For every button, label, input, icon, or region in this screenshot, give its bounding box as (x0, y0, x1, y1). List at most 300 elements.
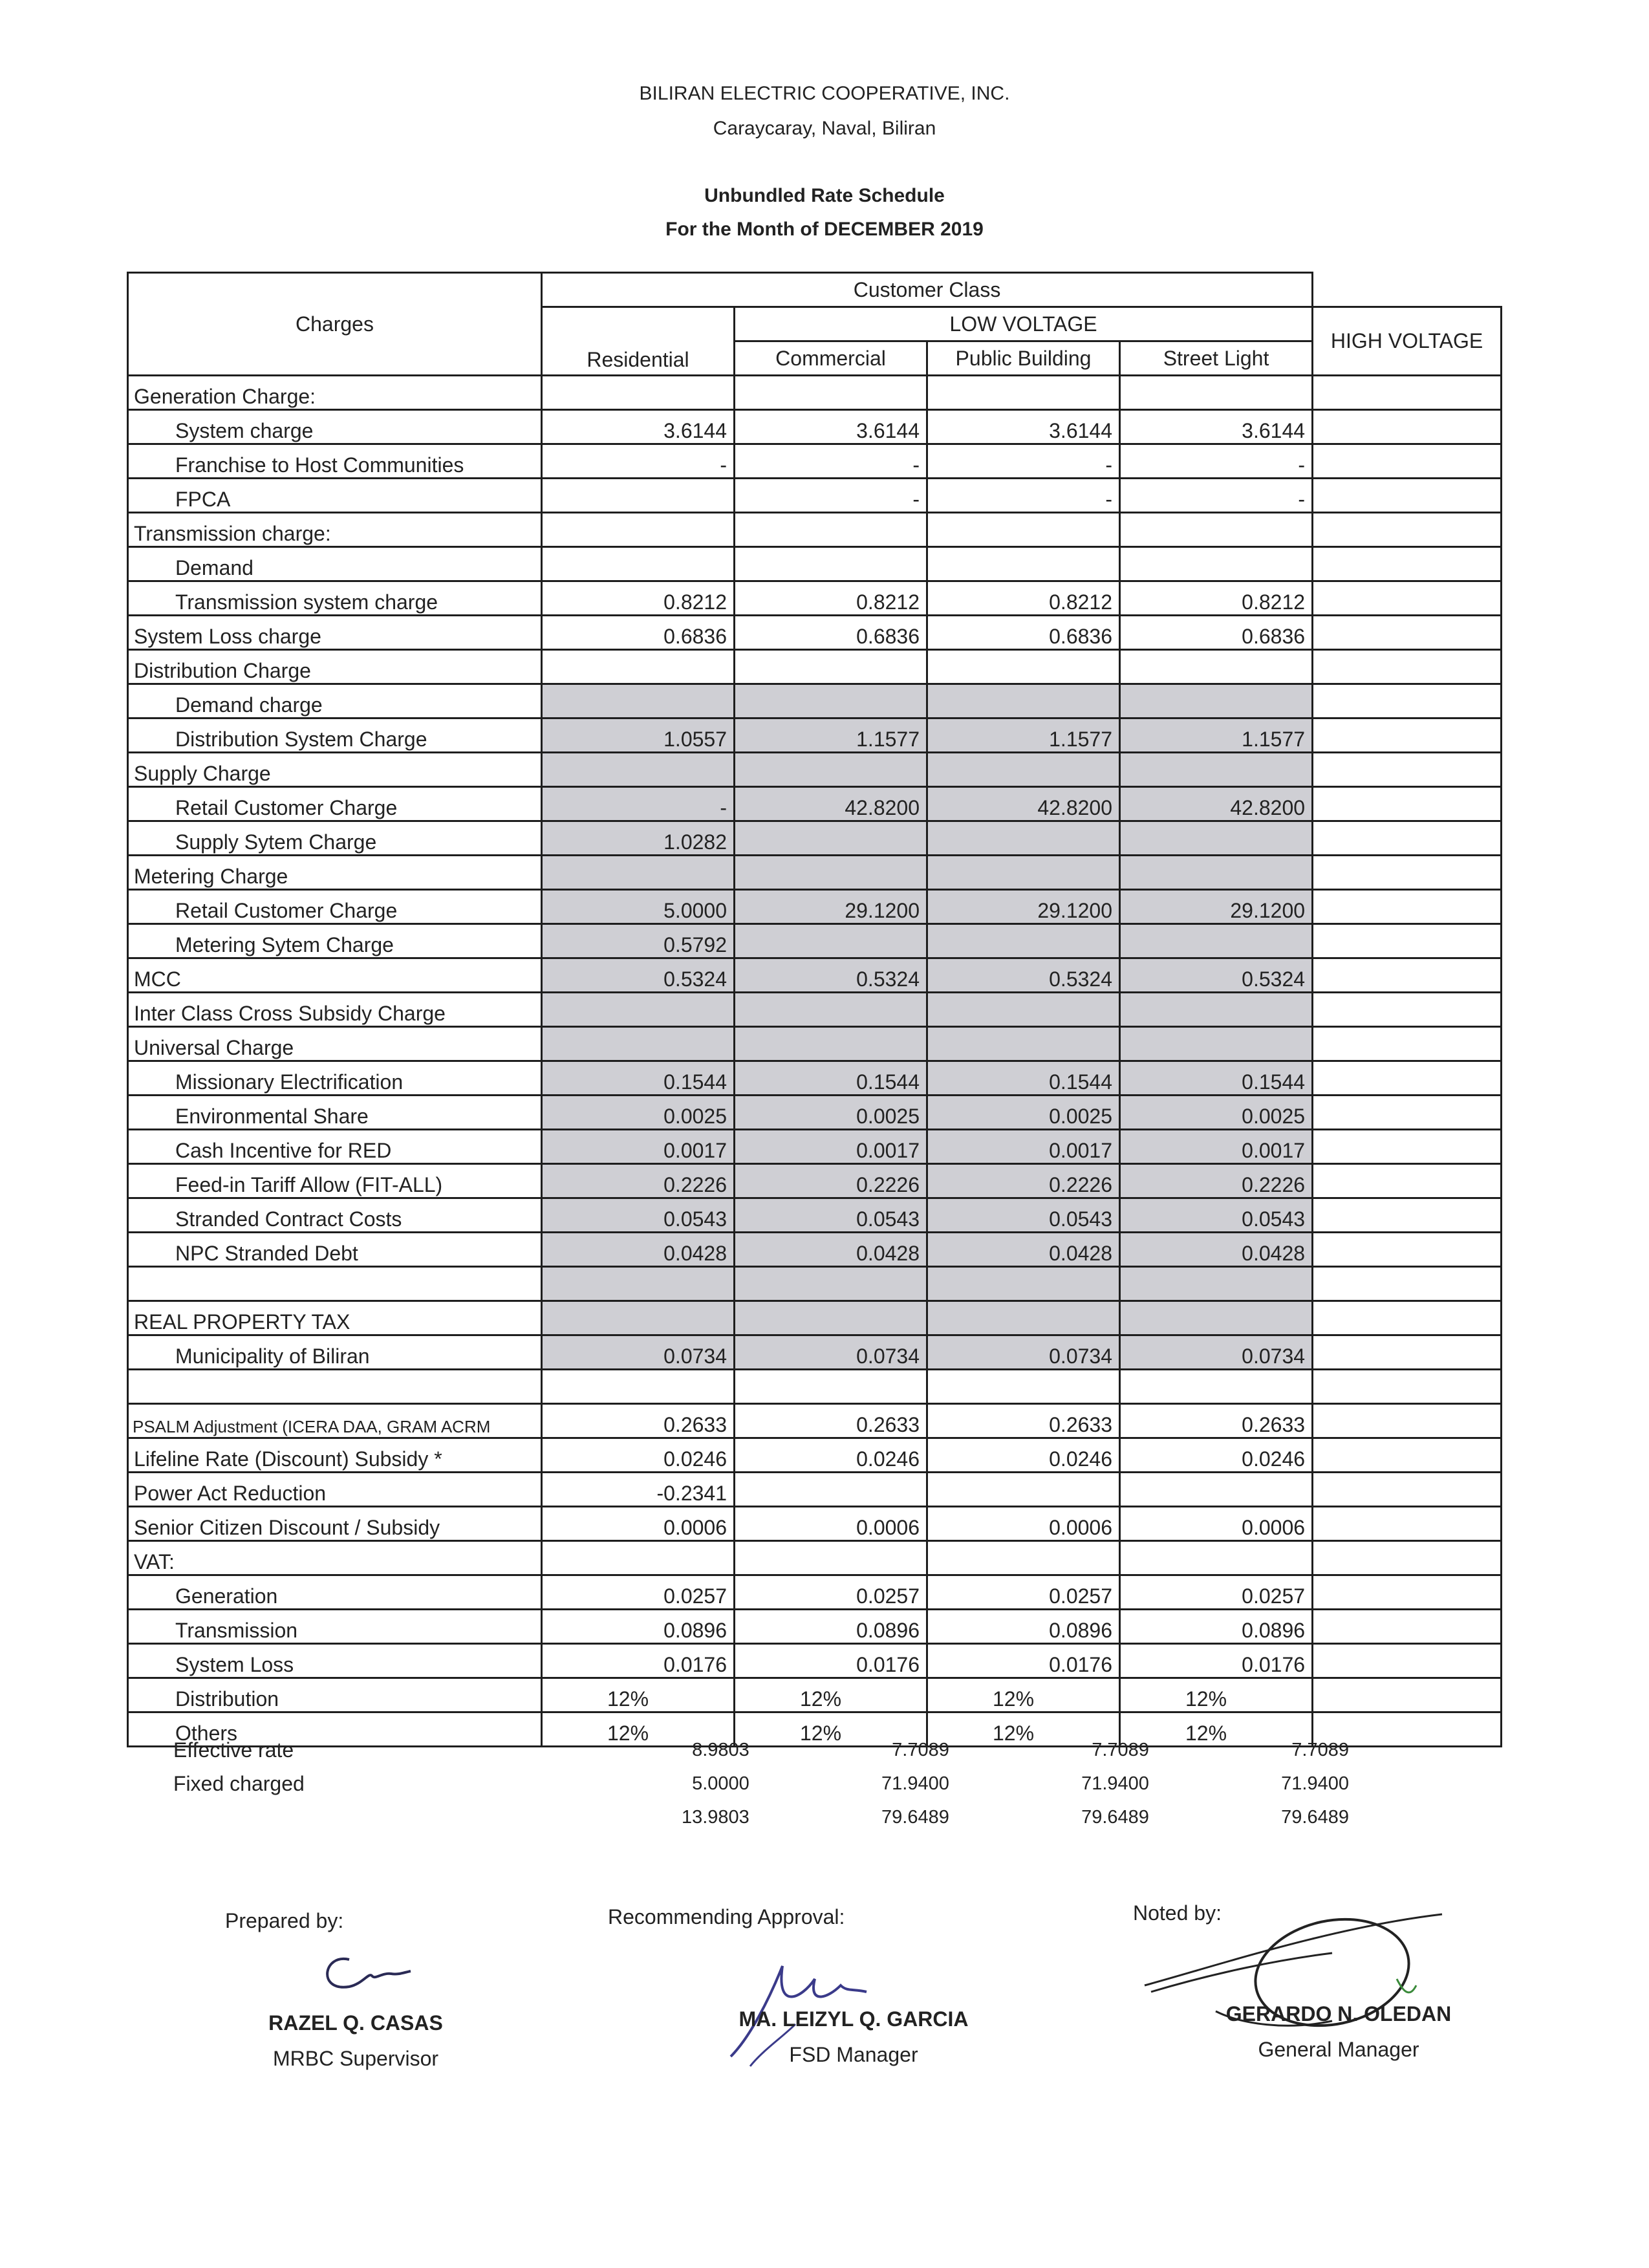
rate-cell (735, 924, 927, 958)
rate-cell: 0.0543 (735, 1198, 927, 1233)
rate-cell: - (542, 787, 735, 821)
rate-cell (735, 513, 927, 547)
high-voltage-cell (1313, 1438, 1502, 1473)
rate-cell: 0.2633 (1120, 1404, 1313, 1438)
rate-cell: 0.0896 (542, 1610, 735, 1644)
rate-cell (542, 1370, 735, 1404)
rate-cell: 1.1577 (927, 718, 1120, 753)
row-label: Lifeline Rate (Discount) Subsidy * (128, 1438, 542, 1473)
table-row (128, 513, 1502, 547)
rate-cell (542, 376, 735, 410)
noter-name: GERARDO N. OLEDAN (1225, 2002, 1452, 2025)
totals-value: 71.9400 (1081, 1773, 1149, 1794)
rate-cell: 12% (1120, 1678, 1313, 1712)
header-blank (1313, 273, 1502, 307)
table-row (128, 1335, 1502, 1370)
high-voltage-cell (1313, 479, 1502, 513)
table-row (128, 1404, 1502, 1438)
row-label: Demand charge (128, 684, 542, 718)
row-label: Generation Charge: (128, 376, 542, 410)
rate-cell: 0.0006 (542, 1507, 735, 1541)
rate-cell: 0.5792 (542, 924, 735, 958)
preparer-name: RAZEL Q. CASAS (268, 2011, 443, 2035)
row-label: Power Act Reduction (128, 1473, 542, 1507)
rate-cell: 0.5324 (735, 958, 927, 993)
totals-value: 7.7089 (1291, 1739, 1349, 1760)
rate-cell: 0.5324 (927, 958, 1120, 993)
table-row (128, 1507, 1502, 1541)
table-row (128, 1644, 1502, 1678)
rate-cell: 0.0176 (735, 1644, 927, 1678)
row-label: Metering Charge (128, 856, 542, 890)
rate-cell: 42.8200 (1120, 787, 1313, 821)
high-voltage-cell (1313, 1164, 1502, 1198)
rate-cell: 0.0025 (927, 1096, 1120, 1130)
rate-cell: 1.1577 (735, 718, 927, 753)
row-label: Distribution Charge (128, 650, 542, 684)
rate-cell (927, 753, 1120, 787)
recommender-name: MA. LEIZYL Q. GARCIA (738, 2007, 969, 2031)
row-label: Transmission system charge (128, 581, 542, 616)
row-label: Distribution System Charge (128, 718, 542, 753)
rate-cell (735, 821, 927, 856)
rate-cell (1120, 650, 1313, 684)
rate-cell (735, 684, 927, 718)
rate-cell: 0.0025 (735, 1096, 927, 1130)
rate-cell (1120, 376, 1313, 410)
table-row (128, 993, 1502, 1027)
row-label (128, 1267, 542, 1301)
table-row (128, 650, 1502, 684)
row-label: Supply Sytem Charge (128, 821, 542, 856)
prepared-by-label: Prepared by: (225, 1909, 344, 1932)
high-voltage-cell (1313, 890, 1502, 924)
header-low-voltage: LOW VOLTAGE (735, 307, 1313, 341)
rate-cell: 0.0543 (927, 1198, 1120, 1233)
totals-label: Effective rate (173, 1738, 294, 1762)
rate-cell (1120, 856, 1313, 890)
rate-cell (927, 547, 1120, 581)
rate-cell: 12% (927, 1712, 1120, 1747)
table-row (128, 856, 1502, 890)
header-charges: Charges (128, 273, 542, 376)
rate-cell: 0.2226 (927, 1164, 1120, 1198)
row-label: Universal Charge (128, 1027, 542, 1061)
rate-cell: 0.0734 (735, 1335, 927, 1370)
rate-cell: 0.1544 (927, 1061, 1120, 1096)
rate-cell: 0.1544 (542, 1061, 735, 1096)
rate-cell: 3.6144 (1120, 410, 1313, 444)
rate-cell (735, 1541, 927, 1575)
rate-cell: 0.0428 (1120, 1233, 1313, 1267)
rate-cell: 0.0734 (542, 1335, 735, 1370)
rate-cell: 0.0896 (735, 1610, 927, 1644)
preparer-block (220, 2011, 491, 2071)
row-label: Metering Sytem Charge (128, 924, 542, 958)
high-voltage-cell (1313, 753, 1502, 787)
rate-cell (735, 753, 927, 787)
totals-value: 7.7089 (1092, 1739, 1149, 1760)
rate-cell: - (1120, 479, 1313, 513)
rate-cell: 0.8212 (542, 581, 735, 616)
high-voltage-cell (1313, 547, 1502, 581)
rate-cell: 12% (927, 1678, 1120, 1712)
high-voltage-cell (1313, 684, 1502, 718)
table-row (128, 581, 1502, 616)
rate-cell: 0.5324 (542, 958, 735, 993)
rate-cell: 12% (1120, 1712, 1313, 1747)
table-row (128, 1198, 1502, 1233)
rate-cell: 42.8200 (927, 787, 1120, 821)
high-voltage-cell (1313, 1335, 1502, 1370)
totals-value: 79.6489 (1281, 1806, 1349, 1828)
header-residential: Residential (542, 307, 735, 376)
header-commercial: Commercial (735, 341, 927, 376)
rate-cell: 0.0257 (735, 1575, 927, 1610)
rate-cell (542, 1267, 735, 1301)
rate-cell: 29.1200 (735, 890, 927, 924)
totals-value: 13.9803 (681, 1806, 749, 1828)
rate-cell: 1.0282 (542, 821, 735, 856)
high-voltage-cell (1313, 1370, 1502, 1404)
high-voltage-cell (1313, 1130, 1502, 1164)
rate-cell (542, 479, 735, 513)
high-voltage-cell (1313, 1267, 1502, 1301)
rate-cell: 0.0176 (542, 1644, 735, 1678)
company-name: BILIRAN ELECTRIC COOPERATIVE, INC. (639, 83, 1010, 104)
rate-cell (1120, 513, 1313, 547)
rate-cell: 0.0428 (735, 1233, 927, 1267)
row-label: Feed-in Tariff Allow (FIT-ALL) (128, 1164, 542, 1198)
row-label: Municipality of Biliran (128, 1335, 542, 1370)
table-row (128, 753, 1502, 787)
rate-cell (542, 856, 735, 890)
high-voltage-cell (1313, 821, 1502, 856)
rate-cell: 12% (542, 1712, 735, 1747)
header-customer-class: Customer Class (542, 273, 1313, 307)
rate-cell: 0.0896 (927, 1610, 1120, 1644)
high-voltage-cell (1313, 856, 1502, 890)
rate-cell: 0.0246 (542, 1438, 735, 1473)
rate-cell: 0.0017 (1120, 1130, 1313, 1164)
row-label: FPCA (128, 479, 542, 513)
rate-cell: 0.5324 (1120, 958, 1313, 993)
totals-label: Fixed charged (173, 1771, 305, 1795)
rate-cell: 12% (735, 1712, 927, 1747)
rate-cell: - (927, 479, 1120, 513)
row-label: System charge (128, 410, 542, 444)
rate-cell: 3.6144 (927, 410, 1120, 444)
document-title: Unbundled Rate Schedule (704, 185, 945, 206)
rate-cell: 3.6144 (735, 410, 927, 444)
rate-cell (927, 650, 1120, 684)
rate-cell (1120, 1370, 1313, 1404)
rate-cell (1120, 547, 1313, 581)
table-row (128, 958, 1502, 993)
rate-cell: 0.6836 (542, 616, 735, 650)
row-label: Inter Class Cross Subsidy Charge (128, 993, 542, 1027)
table-row (128, 684, 1502, 718)
high-voltage-cell (1313, 1198, 1502, 1233)
table-row (128, 1267, 1502, 1301)
table-row (128, 1233, 1502, 1267)
high-voltage-cell (1313, 1027, 1502, 1061)
row-label: Distribution (128, 1678, 542, 1712)
rate-cell (1120, 924, 1313, 958)
rate-cell (927, 821, 1120, 856)
rate-cell: 0.2633 (735, 1404, 927, 1438)
rate-cell: 0.0025 (542, 1096, 735, 1130)
row-label: Transmission (128, 1610, 542, 1644)
row-label: Demand (128, 547, 542, 581)
totals-value: 8.9803 (692, 1739, 749, 1760)
rate-cell: - (735, 479, 927, 513)
table-row (128, 1027, 1502, 1061)
rate-cell (735, 1027, 927, 1061)
rate-cell (1120, 821, 1313, 856)
high-voltage-cell (1313, 1644, 1502, 1678)
rate-cell: 0.0017 (542, 1130, 735, 1164)
table-row (128, 1438, 1502, 1473)
row-label: Stranded Contract Costs (128, 1198, 542, 1233)
high-voltage-cell (1313, 993, 1502, 1027)
table-row (128, 1096, 1502, 1130)
high-voltage-cell (1313, 1575, 1502, 1610)
totals-row (127, 1733, 1355, 1767)
rate-cell (735, 1473, 927, 1507)
rate-table (127, 272, 1502, 1747)
rate-cell: 5.0000 (542, 890, 735, 924)
rate-cell: 0.0006 (927, 1507, 1120, 1541)
rate-cell (542, 753, 735, 787)
high-voltage-cell (1313, 444, 1502, 479)
rate-cell (542, 993, 735, 1027)
row-label: Others (128, 1712, 542, 1747)
rate-cell (1120, 753, 1313, 787)
high-voltage-cell (1313, 1096, 1502, 1130)
rate-cell: 0.0257 (927, 1575, 1120, 1610)
signature-casas (310, 1947, 414, 2005)
rate-cell (735, 993, 927, 1027)
company-address: Caraycaray, Naval, Biliran (713, 118, 936, 139)
rate-cell: 0.0257 (1120, 1575, 1313, 1610)
rate-cell (927, 924, 1120, 958)
rate-cell: 0.0246 (735, 1438, 927, 1473)
rate-cell (1120, 1027, 1313, 1061)
row-label: Senior Citizen Discount / Subsidy (128, 1507, 542, 1541)
rate-cell (1120, 993, 1313, 1027)
rate-cell (735, 1301, 927, 1335)
rate-cell (927, 376, 1120, 410)
rate-cell (542, 1301, 735, 1335)
rate-cell: 0.6836 (735, 616, 927, 650)
noted-by-label: Noted by: (1133, 1901, 1222, 1925)
rate-cell: 0.0006 (735, 1507, 927, 1541)
rate-cell: 0.2226 (1120, 1164, 1313, 1198)
rate-cell: 0.8212 (1120, 581, 1313, 616)
table-row (128, 924, 1502, 958)
high-voltage-cell (1313, 1610, 1502, 1644)
table-row (128, 1130, 1502, 1164)
table-row (128, 444, 1502, 479)
high-voltage-cell (1313, 787, 1502, 821)
row-label: Missionary Electrification (128, 1061, 542, 1096)
high-voltage-cell (1313, 1473, 1502, 1507)
rate-cell: - (542, 444, 735, 479)
rate-cell: 0.0257 (542, 1575, 735, 1610)
high-voltage-cell (1313, 616, 1502, 650)
row-label: VAT: (128, 1541, 542, 1575)
noter-block (1177, 2002, 1500, 2062)
rate-cell: 0.2226 (735, 1164, 927, 1198)
rate-cell (735, 376, 927, 410)
rate-cell (735, 650, 927, 684)
rate-cell: 0.2226 (542, 1164, 735, 1198)
rate-cell: 0.0428 (542, 1233, 735, 1267)
rate-cell (927, 856, 1120, 890)
rate-cell (542, 684, 735, 718)
table-row (128, 1575, 1502, 1610)
row-label: System Loss charge (128, 616, 542, 650)
table-row (128, 1678, 1502, 1712)
rate-cell (927, 1541, 1120, 1575)
high-voltage-cell (1313, 1301, 1502, 1335)
row-label: NPC Stranded Debt (128, 1233, 542, 1267)
document-period: For the Month of DECEMBER 2019 (665, 219, 984, 240)
row-label: Environmental Share (128, 1096, 542, 1130)
high-voltage-cell (1313, 958, 1502, 993)
table-row (128, 1473, 1502, 1507)
table-row (128, 1541, 1502, 1575)
rate-cell: -0.2341 (542, 1473, 735, 1507)
table-row (128, 547, 1502, 581)
rate-cell: 0.6836 (927, 616, 1120, 650)
totals-value: 71.9400 (1281, 1773, 1349, 1794)
rate-cell: 12% (735, 1678, 927, 1712)
high-voltage-cell (1313, 1061, 1502, 1096)
rate-cell (927, 684, 1120, 718)
high-voltage-cell (1313, 1507, 1502, 1541)
noter-title: General Manager (1258, 2038, 1419, 2061)
rate-cell: 0.0428 (927, 1233, 1120, 1267)
high-voltage-cell (1313, 581, 1502, 616)
totals-value: 71.9400 (881, 1773, 949, 1794)
row-label: Transmission charge: (128, 513, 542, 547)
high-voltage-cell (1313, 718, 1502, 753)
rate-cell (927, 1473, 1120, 1507)
rate-cell: 0.0896 (1120, 1610, 1313, 1644)
high-voltage-cell (1313, 650, 1502, 684)
row-label: REAL PROPERTY TAX (128, 1301, 542, 1335)
rate-cell: 29.1200 (1120, 890, 1313, 924)
rate-cell: 0.8212 (735, 581, 927, 616)
rate-cell (927, 1370, 1120, 1404)
rate-cell: 0.8212 (927, 581, 1120, 616)
rate-cell: - (735, 444, 927, 479)
rate-cell: 0.0025 (1120, 1096, 1313, 1130)
rate-cell (927, 993, 1120, 1027)
totals-value: 79.6489 (1081, 1806, 1149, 1828)
rate-cell: 3.6144 (542, 410, 735, 444)
rate-cell: 0.1544 (735, 1061, 927, 1096)
rate-cell (542, 513, 735, 547)
rate-cell: 1.0557 (542, 718, 735, 753)
rate-cell (927, 513, 1120, 547)
rate-cell: 0.0734 (1120, 1335, 1313, 1370)
header-street-light: Street Light (1120, 341, 1313, 376)
rate-cell: 0.0017 (927, 1130, 1120, 1164)
rate-cell: 0.1544 (1120, 1061, 1313, 1096)
recommender-block (685, 2007, 1022, 2067)
table-row (128, 1061, 1502, 1096)
rate-cell: 0.0176 (927, 1644, 1120, 1678)
rate-cell: 12% (542, 1678, 735, 1712)
totals-table (127, 1733, 1355, 1834)
totals-value: 79.6489 (881, 1806, 949, 1828)
rate-cell: 29.1200 (927, 890, 1120, 924)
table-row (128, 821, 1502, 856)
table-row (128, 376, 1502, 410)
table-row (128, 1301, 1502, 1335)
high-voltage-cell (1313, 1541, 1502, 1575)
row-label: Supply Charge (128, 753, 542, 787)
rate-cell (542, 1541, 735, 1575)
rate-cell (927, 1267, 1120, 1301)
row-label: Franchise to Host Communities (128, 444, 542, 479)
table-row (128, 718, 1502, 753)
rate-cell (542, 650, 735, 684)
preparer-title: MRBC Supervisor (272, 2047, 439, 2070)
totals-label (127, 1800, 556, 1834)
rate-cell: 0.0017 (735, 1130, 927, 1164)
rate-cell (542, 1027, 735, 1061)
table-row (128, 1164, 1502, 1198)
rate-cell: 1.1577 (1120, 718, 1313, 753)
rate-cell (1120, 1473, 1313, 1507)
rate-cell: 42.8200 (735, 787, 927, 821)
rate-cell: 0.0246 (927, 1438, 1120, 1473)
rate-cell (542, 547, 735, 581)
table-row (128, 890, 1502, 924)
row-label: Retail Customer Charge (128, 787, 542, 821)
rate-cell: 0.0246 (1120, 1438, 1313, 1473)
table-row (128, 787, 1502, 821)
table-row (128, 479, 1502, 513)
rate-cell: 0.0543 (1120, 1198, 1313, 1233)
rate-cell: 0.6836 (1120, 616, 1313, 650)
high-voltage-cell (1313, 1404, 1502, 1438)
header-public-building: Public Building (927, 341, 1120, 376)
rate-cell (1120, 1301, 1313, 1335)
table-row (128, 1610, 1502, 1644)
rate-cell: 0.0734 (927, 1335, 1120, 1370)
table-row (128, 1370, 1502, 1404)
rate-cell: 0.0543 (542, 1198, 735, 1233)
high-voltage-cell (1313, 1678, 1502, 1712)
row-label: System Loss (128, 1644, 542, 1678)
recommending-approval-label: Recommending Approval: (608, 1905, 845, 1928)
high-voltage-cell (1313, 924, 1502, 958)
rate-cell (735, 1370, 927, 1404)
rate-cell: 0.0006 (1120, 1507, 1313, 1541)
rate-cell: - (1120, 444, 1313, 479)
rate-cell: 0.2633 (927, 1404, 1120, 1438)
recommender-title: FSD Manager (789, 2043, 918, 2066)
rate-cell: 0.2633 (542, 1404, 735, 1438)
table-row (128, 616, 1502, 650)
high-voltage-cell (1313, 410, 1502, 444)
row-label: Retail Customer Charge (128, 890, 542, 924)
